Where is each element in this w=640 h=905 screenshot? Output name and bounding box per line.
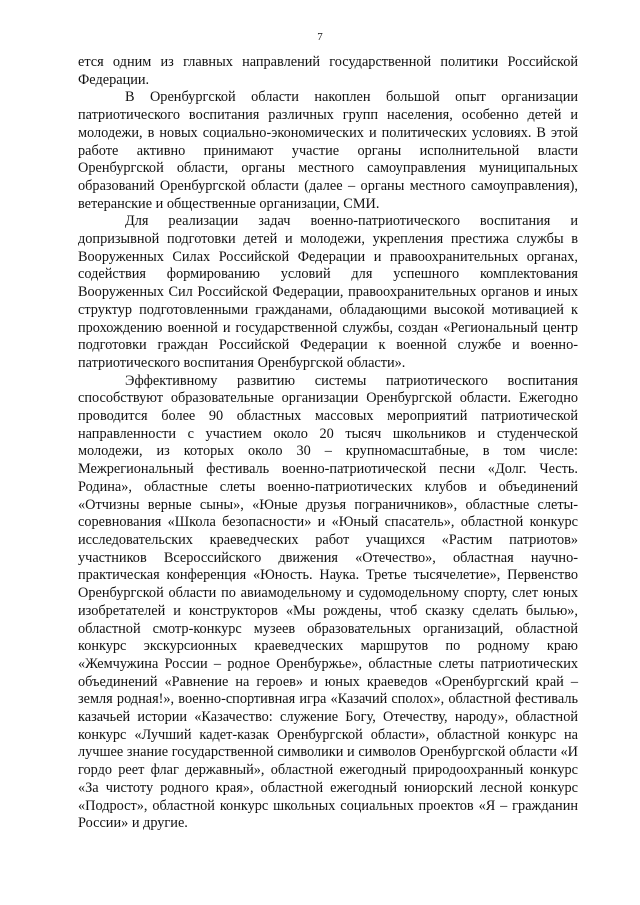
paragraph-experience: В Оренбургской области накоплен большой опыт организации патриотического воспитания различных групп населения, особенно детей и молодежи, в новых социально-экономических и политических условиях. В этой работе активно принимают участие органы исполнительной власти Оренбургской области, органы местного самоуправления муниципальных образований Оренбургской области (далее – органы местного самоуправления), ветеранские и общественные организации, СМИ. [78,89,578,212]
page-number: 7 [317,31,323,43]
paragraph-regional-center: Для реализации задач военно-патриотического воспитания и допризывной подготовки детей и молодежи, укрепления престижа службы в Вооруженных Силах Российской Федерации и правоохранительных органах, содействия формированию условий для успешного комплектования Вооруженных Сил Российской Федерации, правоохранительных органов и иных структур подготовленными гражданами, обладающими высокой мотивацией к прохождению военной и государственной службы, создан «Региональный центр подготовки граждан Российской Федерации к военной службе и военно-патриотического воспитания Оренбургской области». [78,213,578,371]
paragraph-continuation: ется одним из главных направлений государственной политики Российской Федерации. [78,54,578,88]
paragraph-events: Эффективному развитию системы патриотического воспитания способствуют образовательные организации Оренбургской области. Ежегодно проводится более 90 областных массовых мероприятий патриотической направленности с участием около 20 тысяч школьников и студенческой молодежи, из которых около 30 – крупномасштабные, в том числе: Межрегиональный фестиваль военно-патриотической песни «Долг. Честь. Родина», областные слеты военно-патриотических клубов и объединений «Отчизны верные сыны», «Юные друзья пограничников», областные слеты-соревнования «Школа безопасности» и «Юный спасатель», областной конкурс исследовательских краеведческих работ учащихся «Растим патриотов» участников Всероссийского движения «Отечество», областная научно-практическая конференция «Юность. Наука. Третье тысячелетие», Первенство Оренбургской области по авиамодельному и судомодельному спорту, слет юных изобретателей и конструкторов «Мы рождены, чтоб сказку сделать былью», областной смотр-конкурс музеев образовательных организаций, областной конкурс экскурсионных краеведческих маршрутов по родному краю «Жемчужина России – родное Оренбуржье», областные слеты патриотических объединений «Равнение на героев» и юных краеведов «Оренбургский край – земля родная!», военно-спортивная игра «Казачий сполох», областной фестиваль казачьей истории «Казачество: служение Богу, Отечеству, народу», областной конкурс «Лучший кадет-казак Оренбургской области», областной конкурс на лучшее знание государственной символики и символов Оренбургской области «И гордо реет флаг державный», областной ежегодный природоохранный конкурс «За чистоту родного края», областной ежегодный юниорский лесной конкурс «Подрост», областной конкурс школьных социальных проектов «Я – гражданин России» и другие. [78,372,578,832]
body-text [78,54,578,833]
